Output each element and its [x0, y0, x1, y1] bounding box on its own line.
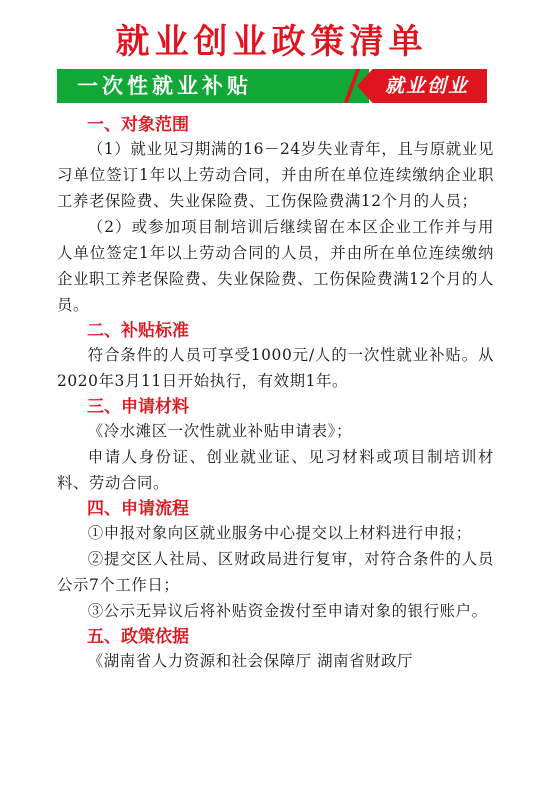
- section-paragraph: 《冷水滩区一次性就业补贴申请表》；: [87, 422, 352, 440]
- section-heading: 四、申请流程: [87, 499, 189, 519]
- section-heading: 五、政策依据: [87, 627, 189, 647]
- section-heading: 二、补贴标准: [87, 321, 189, 341]
- section-heading: 一、对象范围: [87, 115, 189, 135]
- section-paragraph: ①申报对象向区就业服务中心提交以上材料进行申报；: [87, 524, 472, 542]
- section-paragraph: ②提交区人社局、区财政局进行复审，对符合条件的人员公示7个工作日；: [57, 550, 494, 594]
- section-paragraph: （1）就业见习期满的16－24岁失业青年，且与原就业见习单位签订1年以上劳动合同，并由所在单位连续缴纳企业职工养老保险费、失业保险费、工伤保险费满12个月的人员；: [57, 140, 494, 210]
- section-paragraph: 符合条件的人员可享受1000元/人的一次性就业补贴。从2020年3月11日开始执行，有效期1年。: [57, 346, 494, 390]
- section-basis: [57, 626, 494, 674]
- policy-content: [57, 112, 494, 674]
- section-paragraph: 《湖南省人力资源和社会保障厅 湖南省财政厅: [87, 652, 414, 670]
- section-heading: 三、申请材料: [87, 397, 189, 417]
- section-standard: [57, 320, 494, 394]
- section-scope: [57, 114, 494, 318]
- page-title: 就业创业政策清单: [115, 22, 428, 62]
- section-materials: [57, 396, 494, 496]
- section-process: [57, 498, 494, 624]
- section-banner: 一次性就业补贴: [57, 69, 369, 103]
- section-paragraph: 申请人身份证、创业就业证、见习材料或项目制培训材料、劳动合同。: [57, 448, 494, 492]
- section-paragraph: （2）或参加项目制培训后继续留在本区企业工作并与用人单位签定1年以上劳动合同的人员，并由所在单位连续缴纳企业职工养老保险费、失业保险费、工伤保险费满12个月的人员。: [57, 218, 494, 314]
- category-tag-label: 就业创业: [384, 75, 469, 97]
- section-paragraph: ③公示无异议后将补贴资金拨付至申请对象的银行账户。: [87, 602, 488, 620]
